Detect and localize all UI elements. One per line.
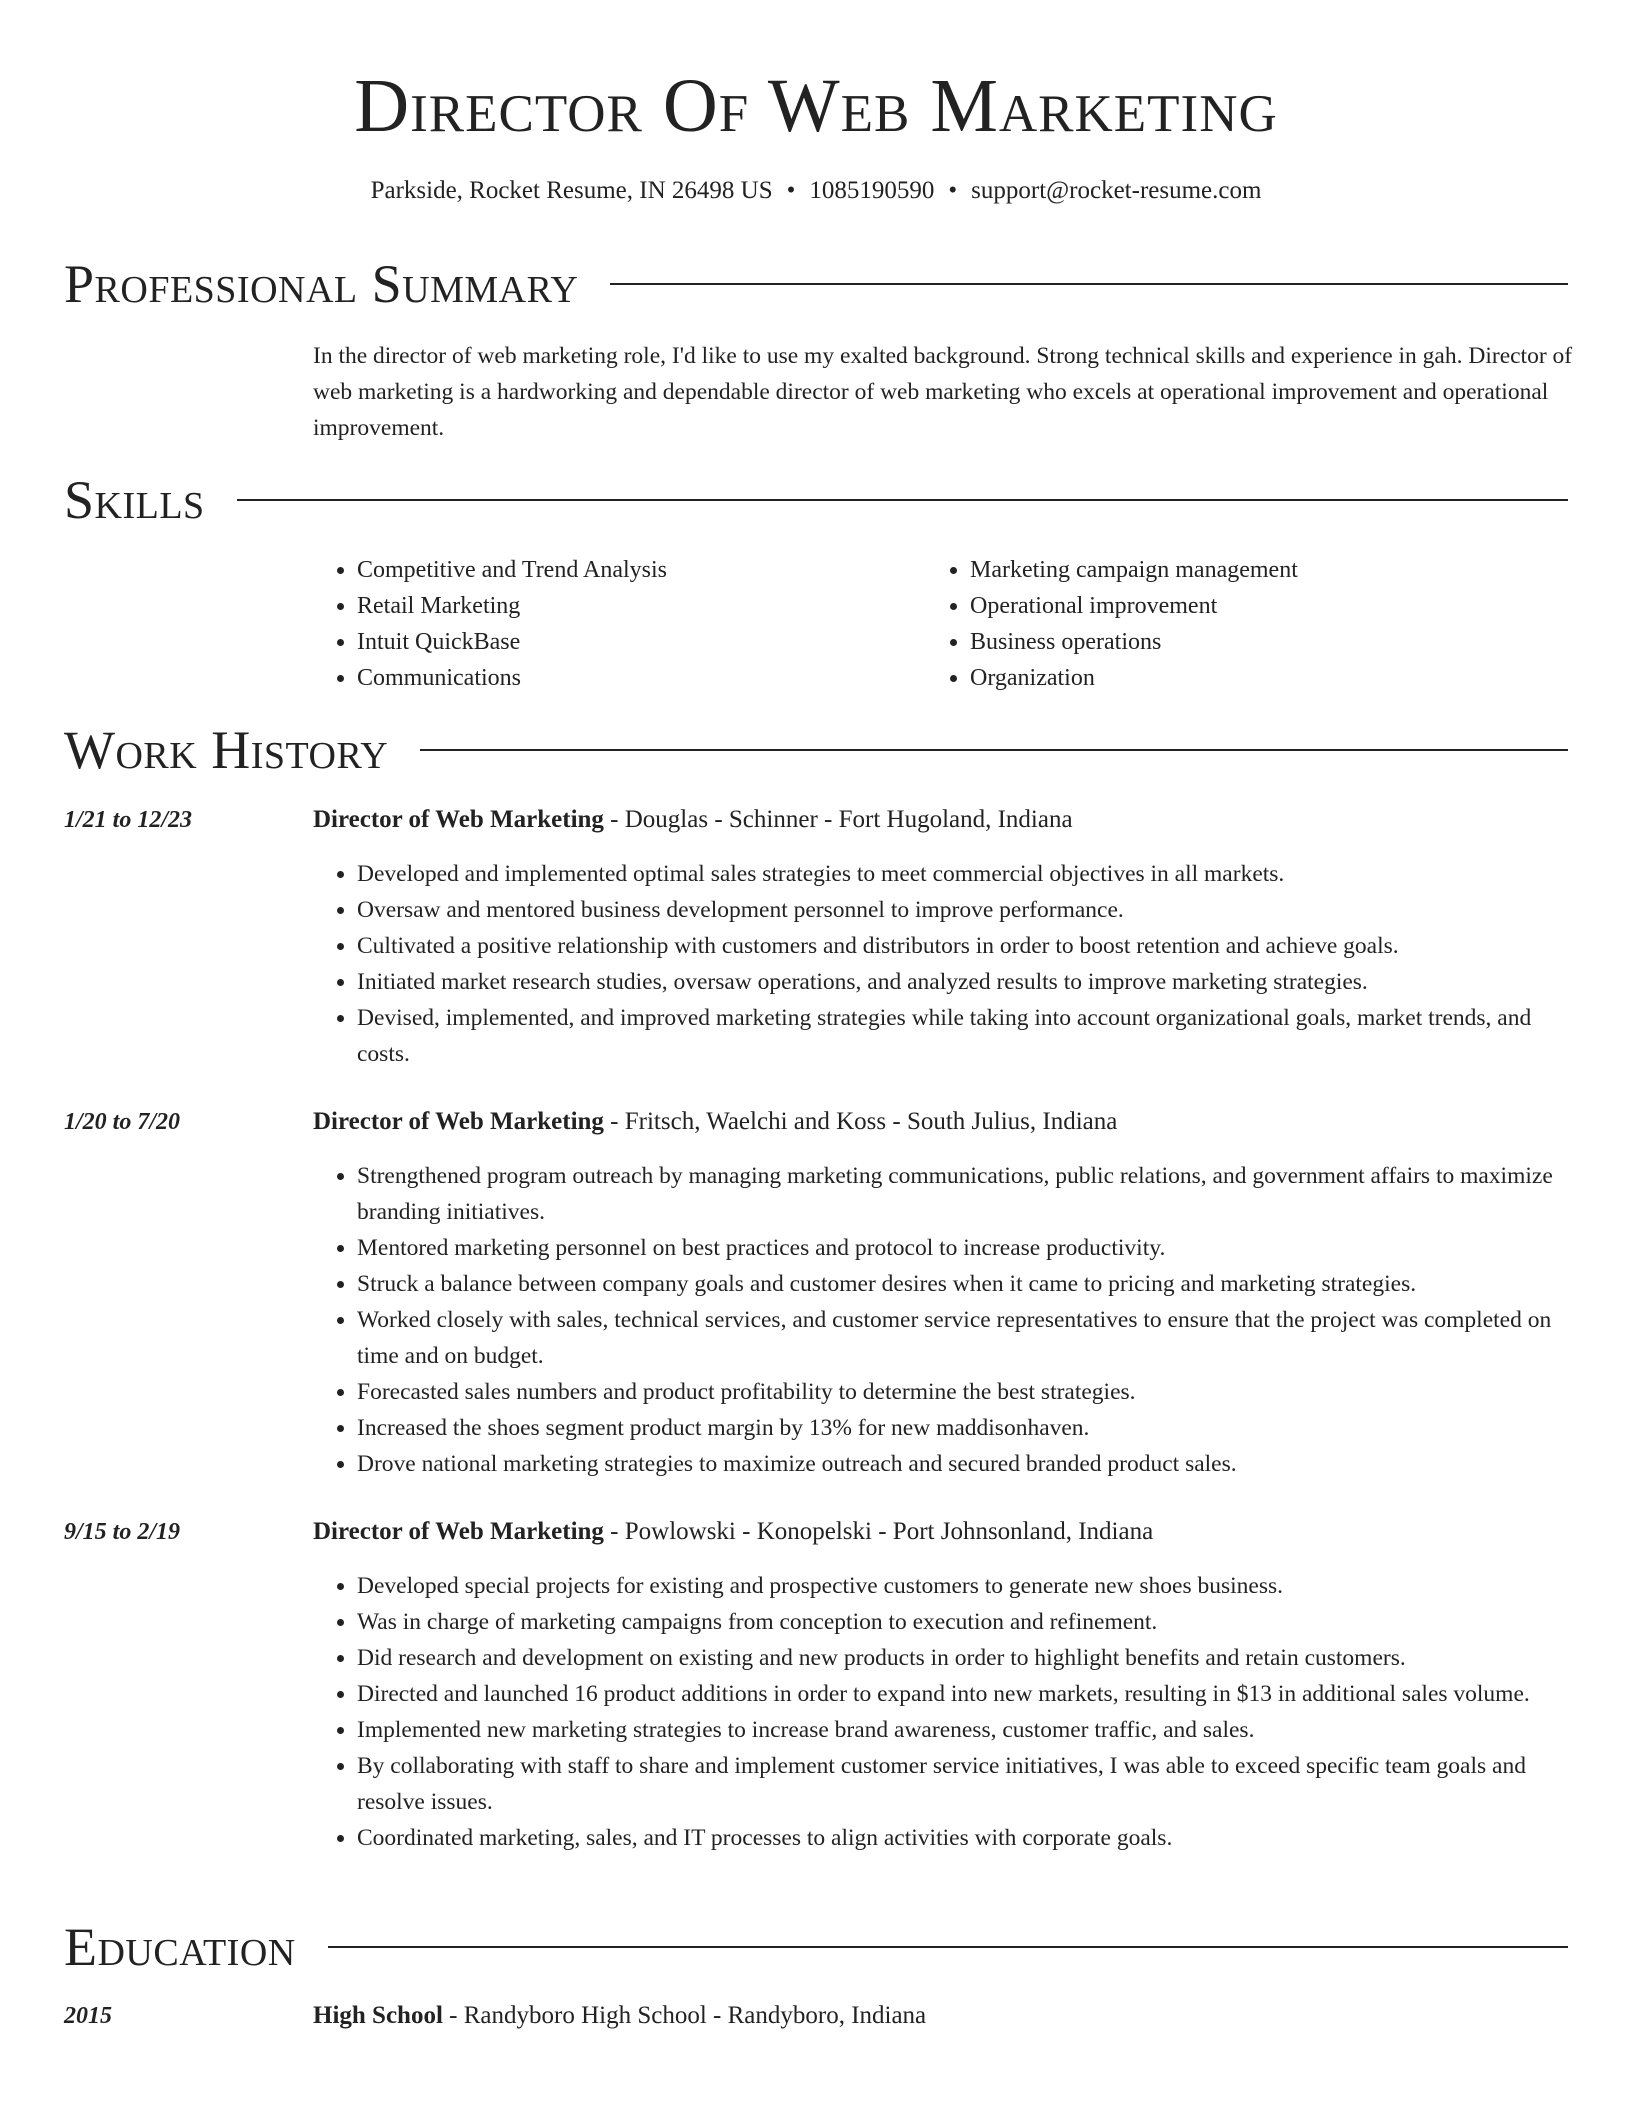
skill-item: • Marketing campaign management: [970, 552, 1526, 588]
contact-line: [0, 174, 1632, 208]
skills-column-left: [313, 552, 873, 696]
contact-email[interactable]: support@rocket-resume.com: [971, 177, 1262, 204]
job-bullet: • Initiated market research studies, oversaw operations, and analyzed results to improve marketing strategies.: [357, 964, 1573, 1000]
skills-heading: Skills: [64, 470, 205, 530]
job-bullet: • Worked closely with sales, technical services, and customer service representatives to ensure that the project was completed on time and on budget.: [357, 1302, 1573, 1374]
job-heading: [313, 1514, 1573, 1550]
skills-column-right: [926, 552, 1526, 696]
job-bullet: • Mentored marketing personnel on best practices and protocol to increase productivity.: [357, 1230, 1573, 1266]
contact-phone: 1085190590: [809, 177, 935, 204]
skill-item: • Competitive and Trend Analysis: [357, 552, 873, 588]
education-heading: Education: [64, 1917, 296, 1977]
skill-item: • Operational improvement: [970, 588, 1526, 624]
job-bullet: • By collaborating with staff to share and implement customer service initiatives, I was able to exceed specific team goals and resolve issues.: [357, 1748, 1573, 1820]
job-title: Director of Web Marketing: [313, 1108, 604, 1135]
job-bullet: • Strengthened program outreach by managing marketing communications, public relations, and government affairs to maximize branding initiatives.: [357, 1158, 1573, 1230]
job-dates: 1/21 to 12/23: [64, 807, 193, 833]
job-dates: 1/20 to 7/20: [64, 1109, 181, 1135]
job-heading: [313, 802, 1573, 838]
job-bullet: • Cultivated a positive relationship with customers and distributors in order to boost retention and achieve goals.: [357, 928, 1573, 964]
job-dates: 9/15 to 2/19: [64, 1519, 181, 1545]
skills-section-header: [64, 468, 1568, 532]
job-bullets: [313, 1568, 1573, 1856]
job-title: Director of Web Marketing: [313, 806, 604, 833]
job-bullet: • Coordinated marketing, sales, and IT processes to align activities with corporate goals.: [357, 1820, 1573, 1856]
skill-item: • Business operations: [970, 624, 1526, 660]
job-bullet: • Implemented new marketing strategies to increase brand awareness, customer traffic, and sales.: [357, 1712, 1573, 1748]
job-title: Director of Web Marketing: [313, 1518, 604, 1545]
summary-text: In the director of web marketing role, I'd like to use my exalted background. Strong technical skills and experience in gah. Director of web marketing is a hardworking and dependable director of web marketing who excels at operational improvement and operational improvement.: [313, 343, 1573, 441]
job-employer: - Powlowski - Konopelski - Port Johnsonland, Indiana: [603, 1518, 1154, 1545]
job-bullet: • Did research and development on existing and new products in order to highlight benefits and retain customers.: [357, 1640, 1573, 1676]
job-bullet: • Oversaw and mentored business development personnel to improve performance.: [357, 892, 1573, 928]
job-bullet: • Increased the shoes segment product margin by 13% for new maddisonhaven.: [357, 1410, 1573, 1446]
summary-heading: Professional Summary: [64, 254, 579, 314]
education-entry: [313, 1998, 1573, 2034]
job-bullet: • Developed special projects for existing and prospective customers to generate new shoes business.: [357, 1568, 1573, 1604]
job-bullets: [313, 1158, 1573, 1482]
skill-item: • Organization: [970, 660, 1526, 696]
job-bullet: • Directed and launched 16 product additions in order to expand into new markets, resulting in $13 in additional sales volume.: [357, 1676, 1573, 1712]
job-bullet: • Forecasted sales numbers and product profitability to determine the best strategies.: [357, 1374, 1573, 1410]
contact-separator: •: [786, 177, 796, 204]
work-section-header: [64, 718, 1568, 782]
summary-section-header: [64, 252, 1568, 316]
work-heading: Work History: [64, 720, 389, 780]
section-divider: [420, 749, 1568, 751]
education-year: 2015: [64, 2003, 112, 2029]
section-divider: [237, 499, 1568, 501]
job-heading: [313, 1104, 1573, 1140]
job-bullet: • Struck a balance between company goals and customer desires when it came to pricing and marketing strategies.: [357, 1266, 1573, 1302]
skill-item: • Communications: [357, 660, 873, 696]
job-bullet: • Devised, implemented, and improved marketing strategies while taking into account organizational goals, market trends, and costs.: [357, 1000, 1573, 1072]
job-bullet: • Developed and implemented optimal sales strategies to meet commercial objectives in all markets.: [357, 856, 1573, 892]
section-divider: [610, 283, 1568, 285]
education-degree: High School: [313, 2002, 443, 2029]
contact-address: Parkside, Rocket Resume, IN 26498 US: [370, 177, 773, 204]
contact-separator: •: [948, 177, 958, 204]
resume-title: Director Of Web Marketing: [354, 64, 1278, 148]
skill-item: • Retail Marketing: [357, 588, 873, 624]
job-employer: - Fritsch, Waelchi and Koss - South Julius, Indiana: [603, 1108, 1118, 1135]
education-school: - Randyboro High School - Randyboro, Indiana: [442, 2002, 927, 2029]
job-bullet: • Drove national marketing strategies to maximize outreach and secured branded product sales.: [357, 1446, 1573, 1482]
job-bullet: • Was in charge of marketing campaigns from conception to execution and refinement.: [357, 1604, 1573, 1640]
skill-item: • Intuit QuickBase: [357, 624, 873, 660]
section-divider: [328, 1946, 1568, 1948]
job-bullets: [313, 856, 1573, 1072]
education-section-header: [64, 1915, 1568, 1979]
job-employer: - Douglas - Schinner - Fort Hugoland, Indiana: [603, 806, 1073, 833]
